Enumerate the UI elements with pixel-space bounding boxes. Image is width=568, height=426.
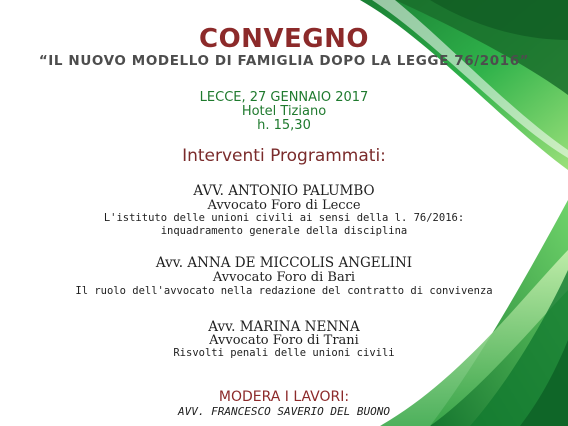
event-subtitle: “IL NUOVO MODELLO DI FAMIGLIA DOPO LA LEGGE 76/2016”: [38, 53, 530, 69]
event-time: h. 15,30: [257, 118, 311, 133]
moderation-heading: MODERA I LAVORI:: [218, 389, 350, 405]
event-date-place: LECCE, 27 GENNAIO 2017: [199, 90, 369, 105]
speaker-role: Avvocato Foro di Bari: [212, 270, 356, 285]
speaker-name: Avv. ANNA DE MICCOLIS ANGELINI: [155, 255, 413, 271]
moderator-name: AVV. FRANCESCO SAVERIO DEL BUONO: [178, 405, 390, 418]
speaker-name: Avv. MARINA NENNA: [208, 319, 360, 335]
event-title: CONVEGNO: [198, 24, 370, 54]
speaker-topic-line: inquadramento generale della disciplina: [160, 225, 408, 237]
event-venue: Hotel Tiziano: [241, 104, 327, 119]
speaker-topic-line: Il ruolo dell'avvocato nella redazione del contratto di convivenza: [75, 285, 493, 297]
speaker-name: AVV. ANTONIO PALUMBO: [193, 183, 375, 199]
speaker-role: Avvocato Foro di Trani: [209, 333, 359, 348]
speaker-topic-line: Risvolti penali delle unioni civili: [173, 347, 395, 359]
speaker-topic-line: L'istituto delle unioni civili ai sensi della l. 76/2016:: [103, 212, 465, 224]
program-heading: Interventi Programmati:: [182, 146, 386, 166]
speaker-role: Avvocato Foro di Lecce: [207, 198, 361, 213]
